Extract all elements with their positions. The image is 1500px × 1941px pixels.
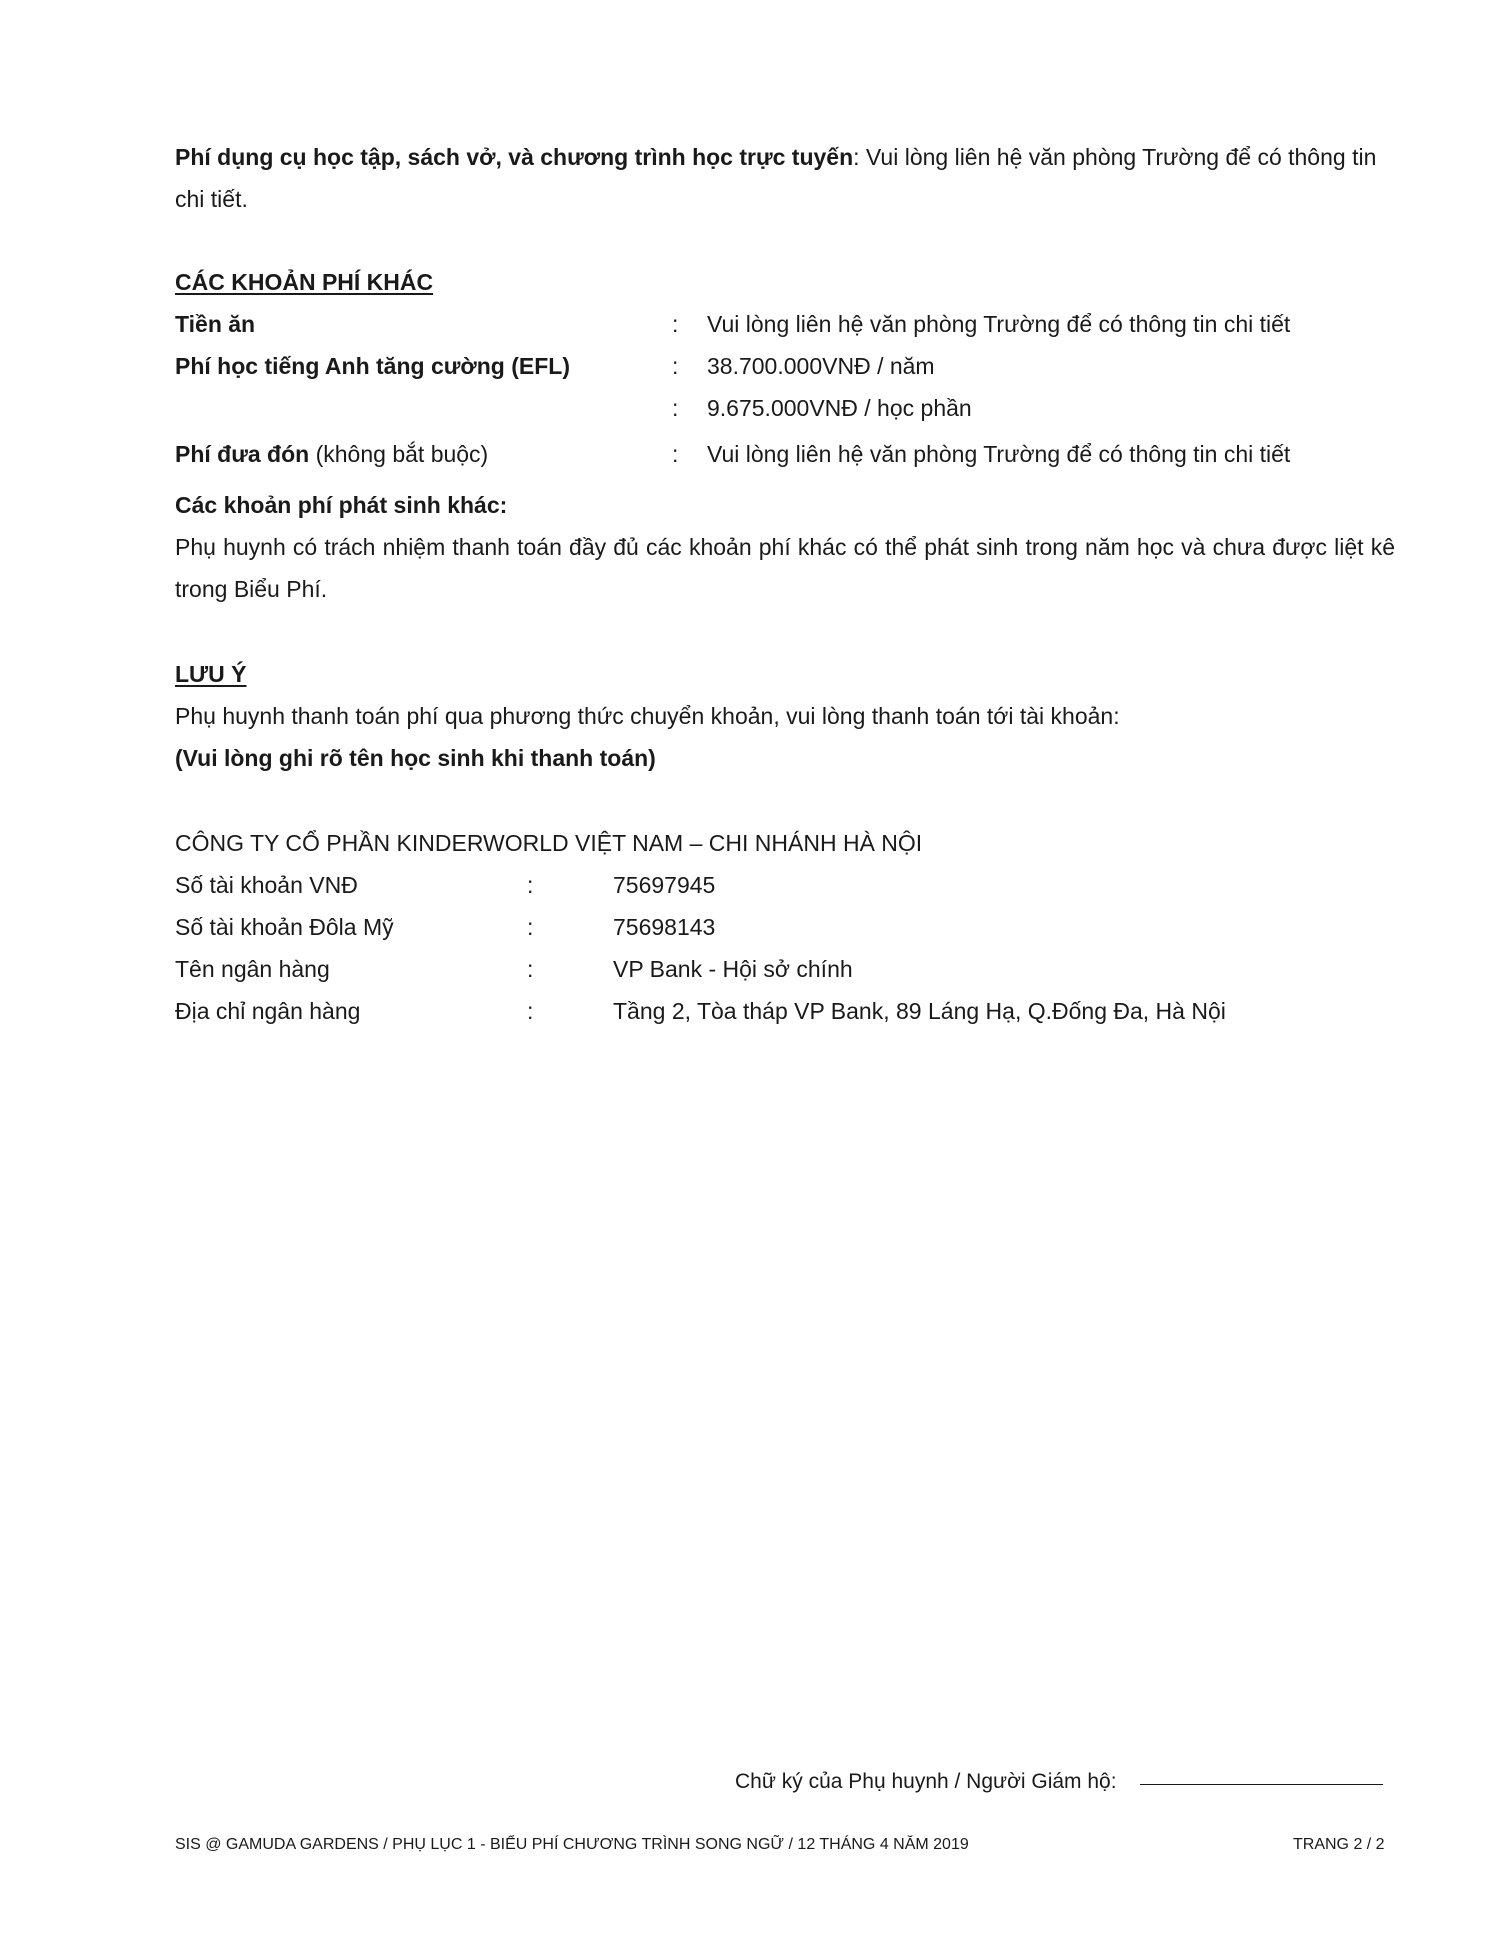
signature-line[interactable] — [1140, 1784, 1383, 1785]
other-fees-heading: CÁC KHOẢN PHÍ KHÁC — [175, 269, 434, 295]
incidental-fees-heading: Các khoản phí phát sinh khác: — [175, 492, 508, 518]
note-heading: LƯU Ý — [175, 661, 247, 687]
note-line-2: (Vui lòng ghi rõ tên học sinh khi thanh toán) — [175, 745, 656, 771]
footer-page-number: TRANG 2 / 2 — [1293, 1836, 1385, 1853]
bank-row-colon: : — [527, 914, 534, 940]
bus-fee-value: Vui lòng liên hệ văn phòng Trường để có thông tin chi tiết — [707, 441, 1291, 467]
bank-row-label: Địa chỉ ngân hàng — [175, 998, 361, 1024]
meal-fee-colon: : — [672, 311, 679, 337]
signature-label: Chữ ký của Phụ huynh / Người Giám hộ: — [735, 1770, 1117, 1793]
bus-fee-colon: : — [672, 441, 679, 467]
bus-fee-label-note: (không bắt buộc) — [309, 441, 489, 467]
efl-fee-colon: : — [672, 353, 679, 379]
bank-row-label: Tên ngân hàng — [175, 956, 330, 982]
bus-fee-label-bold: Phí đưa đón — [175, 441, 310, 467]
note-line-1: Phụ huynh thanh toán phí qua phương thức chuyển khoản, vui lòng thanh toán tới tài khoản: — [175, 703, 1120, 729]
bank-row-colon: : — [527, 998, 534, 1024]
efl-fee-term: 9.675.000VNĐ / học phần — [707, 395, 972, 421]
bank-row-label: Số tài khoản VNĐ — [175, 872, 358, 898]
bank-row-label: Số tài khoản Đôla Mỹ — [175, 914, 394, 940]
incidental-fees-text: Phụ huynh có trách nhiệm thanh toán đầy đủ các khoản phí khác có thể phát sinh trong năm học và chưa được liệt kê trong Biểu Phí. — [175, 534, 1395, 602]
footer-document-info: SIS @ GAMUDA GARDENS / PHỤ LỤC 1 - BIỂU PHÍ CHƯƠNG TRÌNH SONG NGỮ / 12 THÁNG 4 NĂM 2019 — [175, 1836, 969, 1853]
bank-row-value: Tầng 2, Tòa tháp VP Bank, 89 Láng Hạ, Q.Đống Đa, Hà Nội — [613, 998, 1226, 1024]
meal-fee-label: Tiền ăn — [175, 311, 256, 337]
supplies-fee-label: Phí dụng cụ học tập, sách vở, và chương trình học trực tuyến — [175, 144, 854, 170]
bank-row-value: 75697945 — [613, 872, 716, 898]
meal-fee-value: Vui lòng liên hệ văn phòng Trường để có thông tin chi tiết — [707, 311, 1291, 337]
efl-fee-label: Phí học tiếng Anh tăng cường (EFL) — [175, 353, 571, 379]
efl-fee-year: 38.700.000VNĐ / năm — [707, 353, 935, 379]
bank-row-value: VP Bank - Hội sở chính — [613, 956, 853, 982]
bank-row-colon: : — [527, 872, 534, 898]
supplies-fee-sep: : — [853, 144, 860, 170]
bank-row-value: 75698143 — [613, 914, 716, 940]
supplies-fee-paragraph — [175, 136, 1400, 220]
bank-company-name: CÔNG TY CỔ PHẦN KINDERWORLD VIỆT NAM – CHI NHÁNH HÀ NỘI — [175, 830, 923, 856]
bus-fee-label — [175, 440, 488, 468]
bank-row-colon: : — [527, 956, 534, 982]
supplies-fee-text: Vui lòng liên hệ văn phòng Trường để có thông tin chi tiết. — [175, 144, 1377, 212]
efl-fee-colon-2: : — [672, 395, 679, 421]
